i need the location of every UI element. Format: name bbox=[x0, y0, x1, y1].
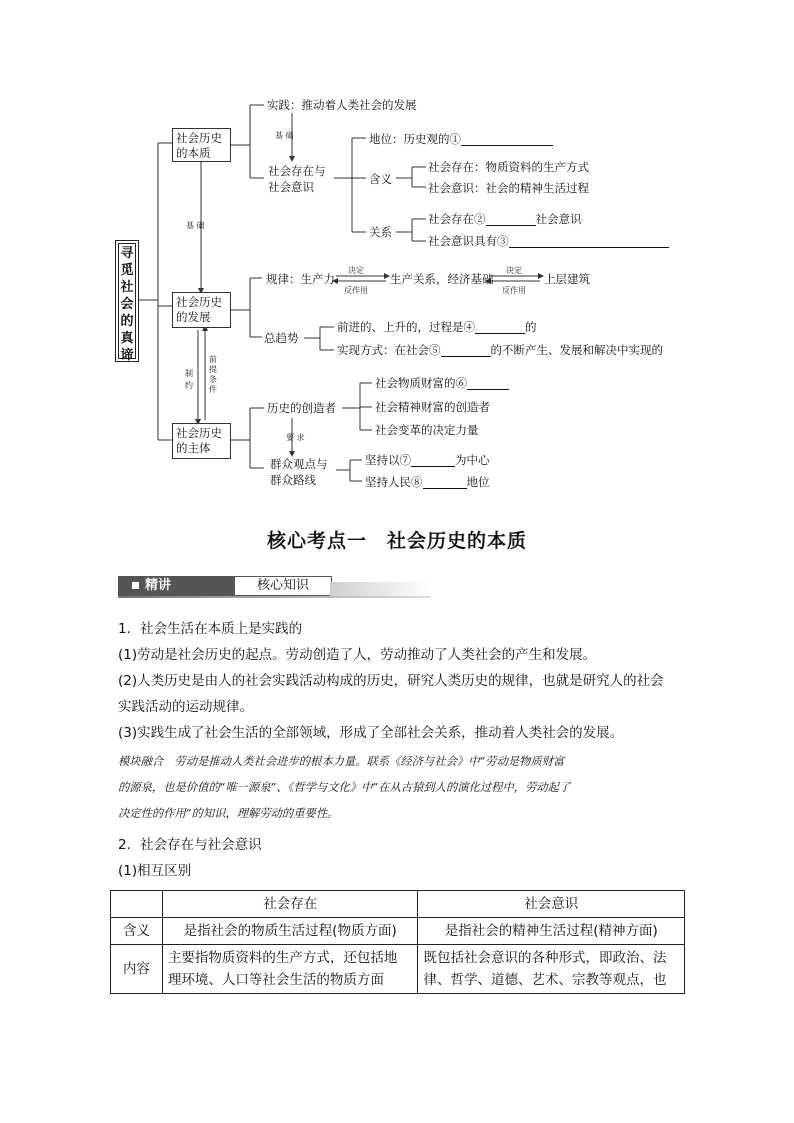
law-relations: 生产关系，经济基础 bbox=[390, 272, 494, 286]
relation-label: 关系 bbox=[369, 225, 392, 239]
history-creator: 历史的创造者 bbox=[267, 401, 336, 415]
banner-secondary: 核心知识 bbox=[234, 576, 332, 596]
law-productive: 规律：生产力 bbox=[266, 272, 335, 286]
mass-viewpoint: 群众观点与群众路线 bbox=[270, 457, 328, 487]
table-row bbox=[111, 945, 685, 994]
meaning-consciousness: 社会意识：社会的精神生活过程 bbox=[428, 181, 589, 195]
heading-2-sub: (1)相互区别 bbox=[118, 863, 192, 879]
banner-primary bbox=[118, 576, 234, 596]
relation-2: 社会意识具有③ bbox=[428, 234, 669, 248]
law-superstructure: 上层建筑 bbox=[544, 272, 590, 286]
require-label: 要 求 bbox=[286, 433, 305, 442]
trend-method: 实现方式：在社会⑤ 的不断产生、发展和解决中实现的 bbox=[337, 343, 663, 357]
table-header-cell bbox=[111, 891, 163, 918]
basis-label-2: 基 础 bbox=[186, 221, 205, 230]
table-cell: 既包括社会意识的各种形式，即政治、法 律、哲学、道德、艺术、宗教等观点，也 bbox=[418, 945, 685, 994]
banner-rule bbox=[118, 596, 430, 598]
concept-map bbox=[0, 0, 794, 500]
table-cell: 是指社会的精神生活过程(精神方面) bbox=[418, 918, 685, 945]
root-topic-text: 寻觅社会的真谛 bbox=[120, 246, 134, 363]
basis-label-1: 基 础 bbox=[275, 131, 294, 140]
people-center: 坚持以⑦ 为中心 bbox=[365, 453, 490, 467]
table-cell: 含义 bbox=[111, 918, 163, 945]
paragraph-2a: (2)人类历史是由人的社会实践活动构成的历史，研究人类历史的规律，也就是研究人的社会 bbox=[118, 673, 664, 689]
people-status: 坚持人民⑧ 地位 bbox=[365, 475, 490, 489]
trend-forward: 前进的、上升的，过程是④ 的 bbox=[337, 320, 537, 334]
table-row bbox=[111, 918, 685, 945]
module-note-1: 模块融合 劳动是推动人类社会进步的根本力量。联系《经济与社会》中“劳动是物质财富 bbox=[118, 755, 565, 768]
material-wealth: 社会物质财富的⑥ bbox=[375, 376, 509, 390]
status-item: 地位：历史观的① bbox=[369, 132, 553, 146]
table-cell: 是指社会的物质生活过程(物质方面) bbox=[162, 918, 418, 945]
restrict-label: 制 约 bbox=[185, 369, 193, 390]
decisive-force: 社会变革的决定力量 bbox=[375, 423, 479, 437]
node-essence-label: 社会历史的本质 bbox=[176, 131, 222, 160]
paragraph-1: (1)劳动是社会历史的起点。劳动创造了人，劳动推动了人类社会的产生和发展。 bbox=[118, 647, 597, 663]
node-development-label: 社会历史的发展 bbox=[176, 295, 222, 324]
relation-1: 社会存在② 社会意识 bbox=[428, 212, 582, 226]
meaning-label: 含义 bbox=[369, 172, 392, 186]
node-subject bbox=[172, 423, 231, 459]
existence-consciousness: 社会存在与社会意识 bbox=[268, 164, 326, 194]
practice-text: 实践：推动着人类社会的发展 bbox=[267, 98, 417, 112]
paragraph-2b: 实践活动的运动规律。 bbox=[118, 699, 253, 715]
node-development bbox=[172, 292, 231, 328]
root-topic bbox=[115, 240, 139, 362]
table-header-row bbox=[111, 891, 685, 918]
paragraph-3: (3)实践生成了社会生活的全部领域，形成了全部社会关系，推动着人类社会的发展。 bbox=[118, 725, 624, 741]
table-cell: 主要指物质资料的生产方式，还包括地 理环境、人口等社会生活的物质方面 bbox=[162, 945, 418, 994]
spiritual-wealth: 社会精神财富的创造者 bbox=[375, 400, 490, 414]
precondition-label: 前提条件 bbox=[209, 355, 217, 394]
module-note-2: 的源泉，也是价值的“唯一源泉”、《哲学与文化》中“在从古猿到人的演化过程中，劳动起了 bbox=[118, 781, 571, 794]
overall-trend: 总趋势 bbox=[264, 331, 299, 345]
react-label-2: 反作用 bbox=[502, 286, 526, 295]
decide-label-2: 决定 bbox=[506, 266, 522, 275]
banner-fade bbox=[330, 582, 430, 596]
react-label-1: 反作用 bbox=[344, 286, 368, 295]
section-banner bbox=[118, 576, 430, 598]
section-title: 核心考点一 社会历史的本质 bbox=[266, 530, 527, 552]
meaning-existence: 社会存在：物质资料的生产方式 bbox=[428, 160, 589, 174]
table-header-cell: 社会意识 bbox=[418, 891, 685, 918]
heading-2: 2．社会存在与社会意识 bbox=[118, 837, 262, 853]
node-essence bbox=[172, 128, 231, 162]
comparison-table bbox=[110, 890, 685, 994]
decide-label-1: 决定 bbox=[348, 266, 364, 275]
module-note-3: 决定性的作用”的知识，理解劳动的重要性。 bbox=[118, 807, 339, 820]
table-header-cell: 社会存在 bbox=[162, 891, 418, 918]
square-icon bbox=[132, 582, 139, 589]
heading-1: 1．社会生活在本质上是实践的 bbox=[118, 621, 303, 637]
node-subject-label: 社会历史的主体 bbox=[176, 426, 222, 455]
banner-primary-label: 精讲 bbox=[145, 578, 172, 593]
table-cell: 内容 bbox=[111, 945, 163, 994]
